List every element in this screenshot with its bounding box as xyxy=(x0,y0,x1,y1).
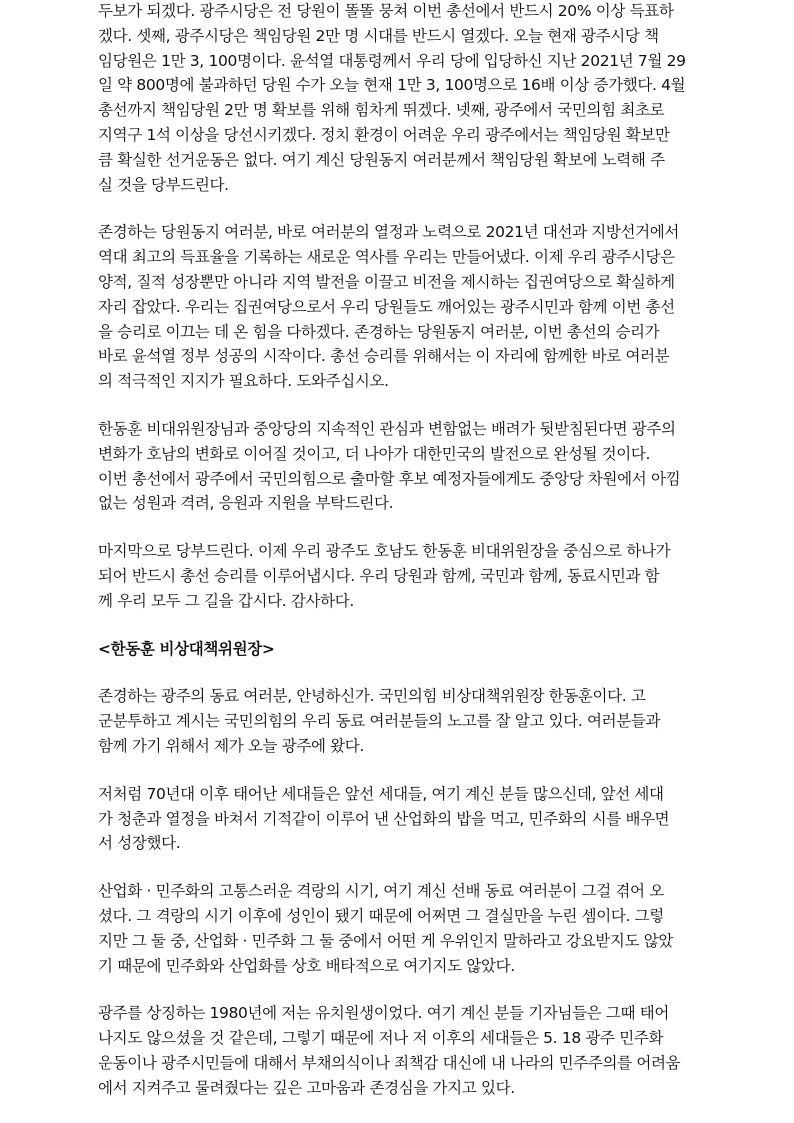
text-line: 군분투하고 계시는 국민의힘의 우리 동료 여러분들의 노고를 잘 알고 있다. 여러분들과 xyxy=(98,712,661,731)
paragraph-party-members xyxy=(98,220,698,394)
text-line: 일 약 800명에 불과하던 당원 수가 오늘 현재 1만 3, 100명으로 16배 이상 증가했다. 4월 xyxy=(98,76,686,95)
section-heading xyxy=(98,637,698,662)
text-line: 바로 윤석열 정부 성공의 시작이다. 총선 승리를 위해서는 이 자리에 함께한 바로 여러분 xyxy=(98,347,670,366)
text-line: 저처럼 70년대 이후 태어난 세대들은 앞선 세대들, 여기 계신 분들 많으신데, 앞선 세대 xyxy=(98,784,664,803)
text-line: 서 성장했다. xyxy=(98,834,181,853)
text-line: 두보가 되겠다. 광주시당은 전 당원이 똘똘 뭉쳐 이번 총선에서 반드시 20% 이상 득표하 xyxy=(98,2,674,20)
text-line: 을 승리로 이끄는 데 온 힘을 다하겠다. 존경하는 당원동지 여러분, 이번 총선의 승리가 xyxy=(98,322,660,341)
text-line: 양적, 질적 성장뿐만 아니라 지역 발전을 이끌고 비전을 제시하는 집권여당으로 확실하게 xyxy=(98,272,675,291)
text-line: 없는 성원과 격려, 응원과 지원을 부탁드린다. xyxy=(98,494,394,513)
paragraph-industrialization-democratization xyxy=(98,879,698,978)
text-line: 총선까지 책임당원 2만 명 확보를 위해 힘차게 뛰겠다. 넷째, 광주에서 국민의힘 최초로 xyxy=(98,101,665,120)
text-line: 함께 가기 위해서 제가 오늘 광주에 왔다. xyxy=(98,736,365,755)
paragraph-central-party-support xyxy=(98,417,698,516)
text-line: 임당원은 1만 3, 100명이다. 윤석열 대통령께서 우리 당에 입당하신 지난 2021년 7월 29 xyxy=(98,51,686,70)
text-line: 기 때문에 민주화와 산업화를 상호 배타적으로 여기지도 않았다. xyxy=(98,956,515,975)
text-line: 셨다. 그 격랑의 시기 이후에 성인이 됐기 때문에 어쩌면 그 결실만을 누린 셈이다. 그렇 xyxy=(98,906,664,925)
text-line: 지역구 1석 이상을 당선시키겠다. 정치 환경이 어려운 우리 광주에서는 책임당원 확보만 xyxy=(98,125,670,144)
text-line: 실 것을 당부드린다. xyxy=(98,175,229,194)
text-line: 존경하는 광주의 동료 여러분, 안녕하신가. 국민의힘 비상대책위원장 한동훈이다. 고 xyxy=(98,687,646,706)
text-line: 나지도 않으셨을 것 같은데, 그렇기 때문에 저나 저 이후의 세대들은 5. 18 광주 민주화 xyxy=(98,1029,664,1048)
text-line: 에서 지켜주고 물려줬다는 깊은 고마움과 존경심을 가지고 있다. xyxy=(98,1078,515,1097)
speaker-heading: <한동훈 비상대책위원장> xyxy=(98,639,275,658)
text-line: 산업화 · 민주화의 고통스러운 격랑의 시기, 여기 계신 선배 동료 여러분이 그걸 겪어 오 xyxy=(98,882,664,901)
text-line: 의 적극적인 지지가 필요하다. 도와주십시오. xyxy=(98,372,389,391)
text-line: 되어 반드시 총선 승리를 이루어냅시다. 우리 당원과 함께, 국민과 함께, 동료시민과 함 xyxy=(98,566,660,585)
text-line: 변화가 호남의 변화로 이어질 것이고, 더 나아가 대한민국의 발전으로 완성될 것이다. xyxy=(98,444,651,463)
paragraph-greeting xyxy=(98,684,698,758)
paragraph-gwangju-1980 xyxy=(98,1001,698,1100)
text-line: 존경하는 당원동지 여러분, 바로 여러분의 열정과 노력으로 2021년 대선과 지방선거에서 xyxy=(98,223,680,242)
paragraph-closing-request xyxy=(98,539,698,613)
text-line: 지만 그 둘 중, 산업화 · 민주화 그 둘 중에서 어떤 게 우위인지 말하라고 강요받지도 않았 xyxy=(98,931,673,950)
text-line: 께 우리 모두 그 길을 갑시다. 감사하다. xyxy=(98,591,354,610)
paragraph-pledges-continued xyxy=(98,0,698,197)
text-line: 큼 확실한 선거운동은 없다. 여기 계신 당원동지 여러분께서 책임당원 확보에 노력해 주 xyxy=(98,150,665,169)
document-page xyxy=(98,0,698,1100)
text-line: 이번 총선에서 광주에서 국민의힘으로 출마할 후보 예정자들에게도 중앙당 차원에서 아낌 xyxy=(98,469,681,488)
text-line: 한동훈 비대위원장님과 중앙당의 지속적인 관심과 변함없는 배려가 뒷받침된다면 광주의 xyxy=(98,419,676,438)
text-line: 가 청춘과 열정을 바쳐서 기적같이 이루어 낸 산업화의 밥을 먹고, 민주화의 시를 배우면 xyxy=(98,809,670,828)
text-line: 자리 잡았다. 우리는 집권여당으로서 우리 당원들도 깨어있는 광주시민과 함께 이번 총선 xyxy=(98,297,675,316)
text-line: 광주를 상징하는 1980년에 저는 유치원생이었다. 여기 계신 분들 기자님들은 그때 태어 xyxy=(98,1004,669,1023)
paragraph-generation xyxy=(98,782,698,856)
text-line: 마지막으로 당부드린다. 이제 우리 광주도 호남도 한동훈 비대위원장을 중심으로 하나가 xyxy=(98,542,671,561)
text-line: 역대 최고의 득표율을 기록하는 새로운 역사를 우리는 만들어냈다. 이제 우리 광주시당은 xyxy=(98,248,675,267)
text-line: 운동이나 광주시민들에 대해서 부채의식이나 죄책감 대신에 내 나라의 민주주의를 어려움 xyxy=(98,1053,681,1072)
text-line: 겠다. 셋째, 광주시당은 책임당원 2만 명 시대를 반드시 열겠다. 오늘 현재 광주시당 책 xyxy=(98,26,659,45)
